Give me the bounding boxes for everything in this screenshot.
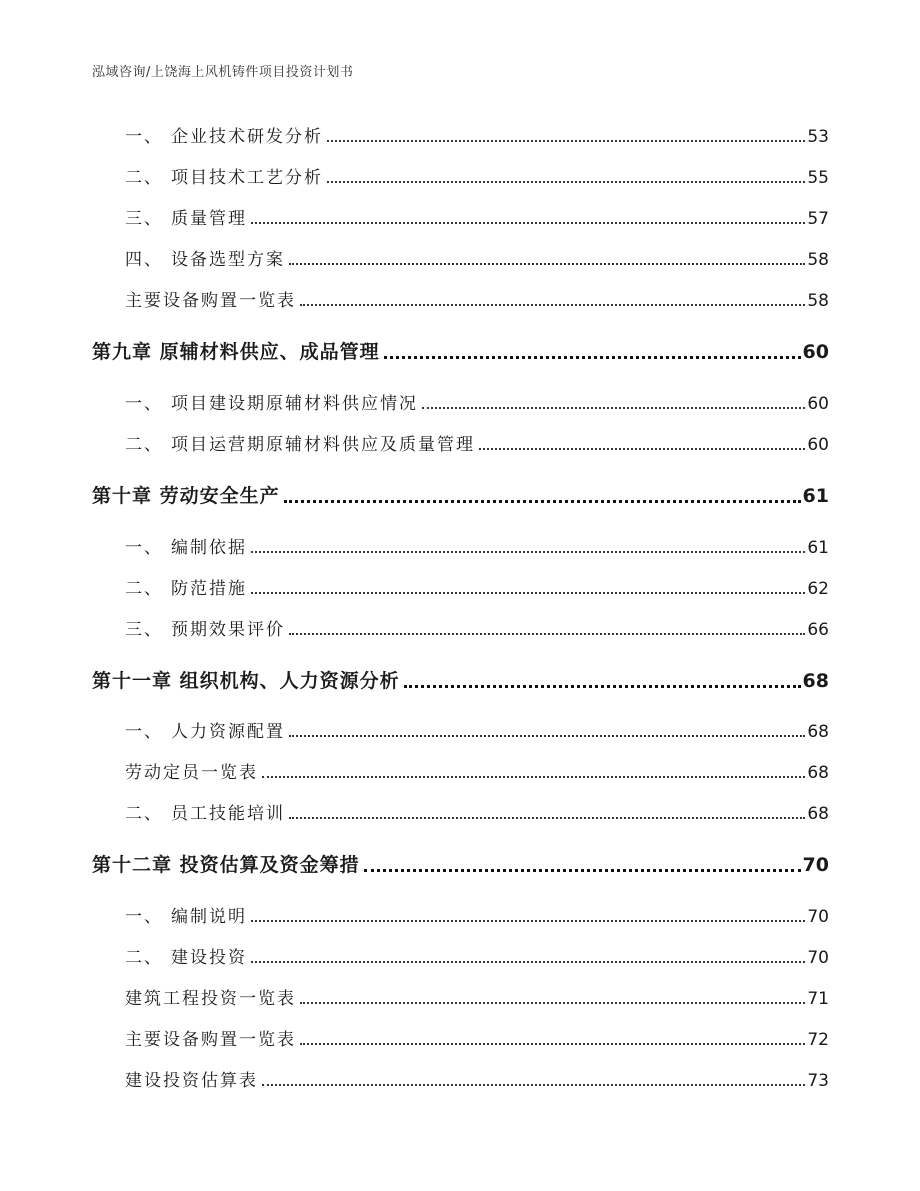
toc-page-number: 57 (807, 209, 829, 229)
toc-entry-label: 二、 建设投资 (125, 948, 247, 968)
dot-leader (404, 685, 801, 688)
toc-entry-label: 三、 预期效果评价 (125, 620, 285, 640)
dot-leader (289, 817, 805, 819)
toc-entry[interactable] (92, 245, 829, 270)
dot-leader (251, 551, 805, 553)
toc-entry[interactable] (92, 533, 829, 558)
dot-leader (262, 776, 805, 778)
dot-leader (251, 961, 805, 963)
toc-entry-label: 二、 项目技术工艺分析 (125, 168, 323, 188)
toc-entry[interactable] (92, 615, 829, 640)
toc-entry-label: 二、 项目运营期原辅材料供应及质量管理 (125, 435, 475, 455)
toc-chapter-label: 第九章 原辅材料供应、成品管理 (92, 341, 380, 363)
toc-page-number: 55 (807, 168, 829, 188)
dot-leader (284, 500, 801, 503)
page-header: 泓域咨询/上饶海上风机铸件项目投资计划书 (92, 65, 354, 80)
toc-entry[interactable] (92, 943, 829, 968)
dot-leader (479, 448, 805, 450)
toc-page-number: 62 (807, 579, 829, 599)
dot-leader (327, 181, 805, 183)
toc-entry-label: 一、 人力资源配置 (125, 722, 285, 742)
toc-entry[interactable] (92, 122, 829, 147)
toc-entry-label: 建筑工程投资一览表 (125, 989, 296, 1009)
toc-page-number: 68 (807, 763, 829, 783)
toc-page-number: 60 (807, 435, 829, 455)
toc-chapter[interactable] (92, 666, 829, 693)
toc-entry-label: 建设投资估算表 (125, 1071, 258, 1091)
toc-chapter-label: 第十章 劳动安全生产 (92, 485, 280, 507)
dot-leader (289, 263, 805, 265)
toc-chapter-label: 第十一章 组织机构、人力资源分析 (92, 670, 400, 692)
toc-page-number: 53 (807, 127, 829, 147)
toc-entry-label: 一、 编制说明 (125, 907, 247, 927)
table-of-contents (92, 0, 829, 1191)
toc-entry-label: 四、 设备选型方案 (125, 250, 285, 270)
toc-page-number: 68 (802, 670, 829, 692)
toc-entry[interactable] (92, 984, 829, 1009)
toc-entry[interactable] (92, 574, 829, 599)
dot-leader (364, 869, 801, 872)
toc-entry[interactable] (92, 204, 829, 229)
toc-entry-label: 二、 员工技能培训 (125, 804, 285, 824)
toc-entry[interactable] (92, 758, 829, 783)
toc-entry-label: 一、 编制依据 (125, 538, 247, 558)
dot-leader (251, 592, 805, 594)
toc-entry-label: 二、 防范措施 (125, 579, 247, 599)
toc-entry-label: 三、 质量管理 (125, 209, 247, 229)
dot-leader (300, 1043, 805, 1045)
toc-entry[interactable] (92, 163, 829, 188)
toc-page-number: 60 (802, 341, 829, 363)
toc-entry[interactable] (92, 902, 829, 927)
dot-leader (251, 222, 805, 224)
toc-entry[interactable] (92, 717, 829, 742)
dot-leader (300, 304, 805, 306)
toc-entry-label: 主要设备购置一览表 (125, 291, 296, 311)
toc-entry-label: 一、 企业技术研发分析 (125, 127, 323, 147)
toc-page-number: 70 (802, 854, 829, 876)
toc-page-number: 58 (807, 291, 829, 311)
toc-entry[interactable] (92, 1066, 829, 1091)
toc-page-number: 61 (802, 485, 829, 507)
toc-entry-label: 一、 项目建设期原辅材料供应情况 (125, 394, 418, 414)
toc-entry[interactable] (92, 389, 829, 414)
toc-chapter[interactable] (92, 337, 829, 364)
toc-page-number: 70 (807, 948, 829, 968)
toc-page-number: 70 (807, 907, 829, 927)
dot-leader (262, 1084, 805, 1086)
toc-page-number: 60 (807, 394, 829, 414)
toc-chapter[interactable] (92, 481, 829, 508)
toc-entry[interactable] (92, 1025, 829, 1050)
dot-leader (289, 735, 805, 737)
toc-entry-label: 劳动定员一览表 (125, 763, 258, 783)
dot-leader (384, 356, 801, 359)
toc-entry[interactable] (92, 430, 829, 455)
toc-chapter-label: 第十二章 投资估算及资金筹措 (92, 854, 360, 876)
dot-leader (422, 407, 805, 409)
dot-leader (327, 140, 805, 142)
dot-leader (289, 633, 805, 635)
dot-leader (300, 1002, 805, 1004)
toc-page-number: 73 (807, 1071, 829, 1091)
toc-page-number: 58 (807, 250, 829, 270)
toc-page-number: 72 (807, 1030, 829, 1050)
toc-page-number: 66 (807, 620, 829, 640)
dot-leader (251, 920, 805, 922)
toc-page-number: 68 (807, 722, 829, 742)
toc-entry[interactable] (92, 799, 829, 824)
toc-entry[interactable] (92, 286, 829, 311)
toc-page-number: 68 (807, 804, 829, 824)
toc-entry-label: 主要设备购置一览表 (125, 1030, 296, 1050)
toc-page-number: 71 (807, 989, 829, 1009)
toc-page-number: 61 (807, 538, 829, 558)
toc-chapter[interactable] (92, 850, 829, 877)
